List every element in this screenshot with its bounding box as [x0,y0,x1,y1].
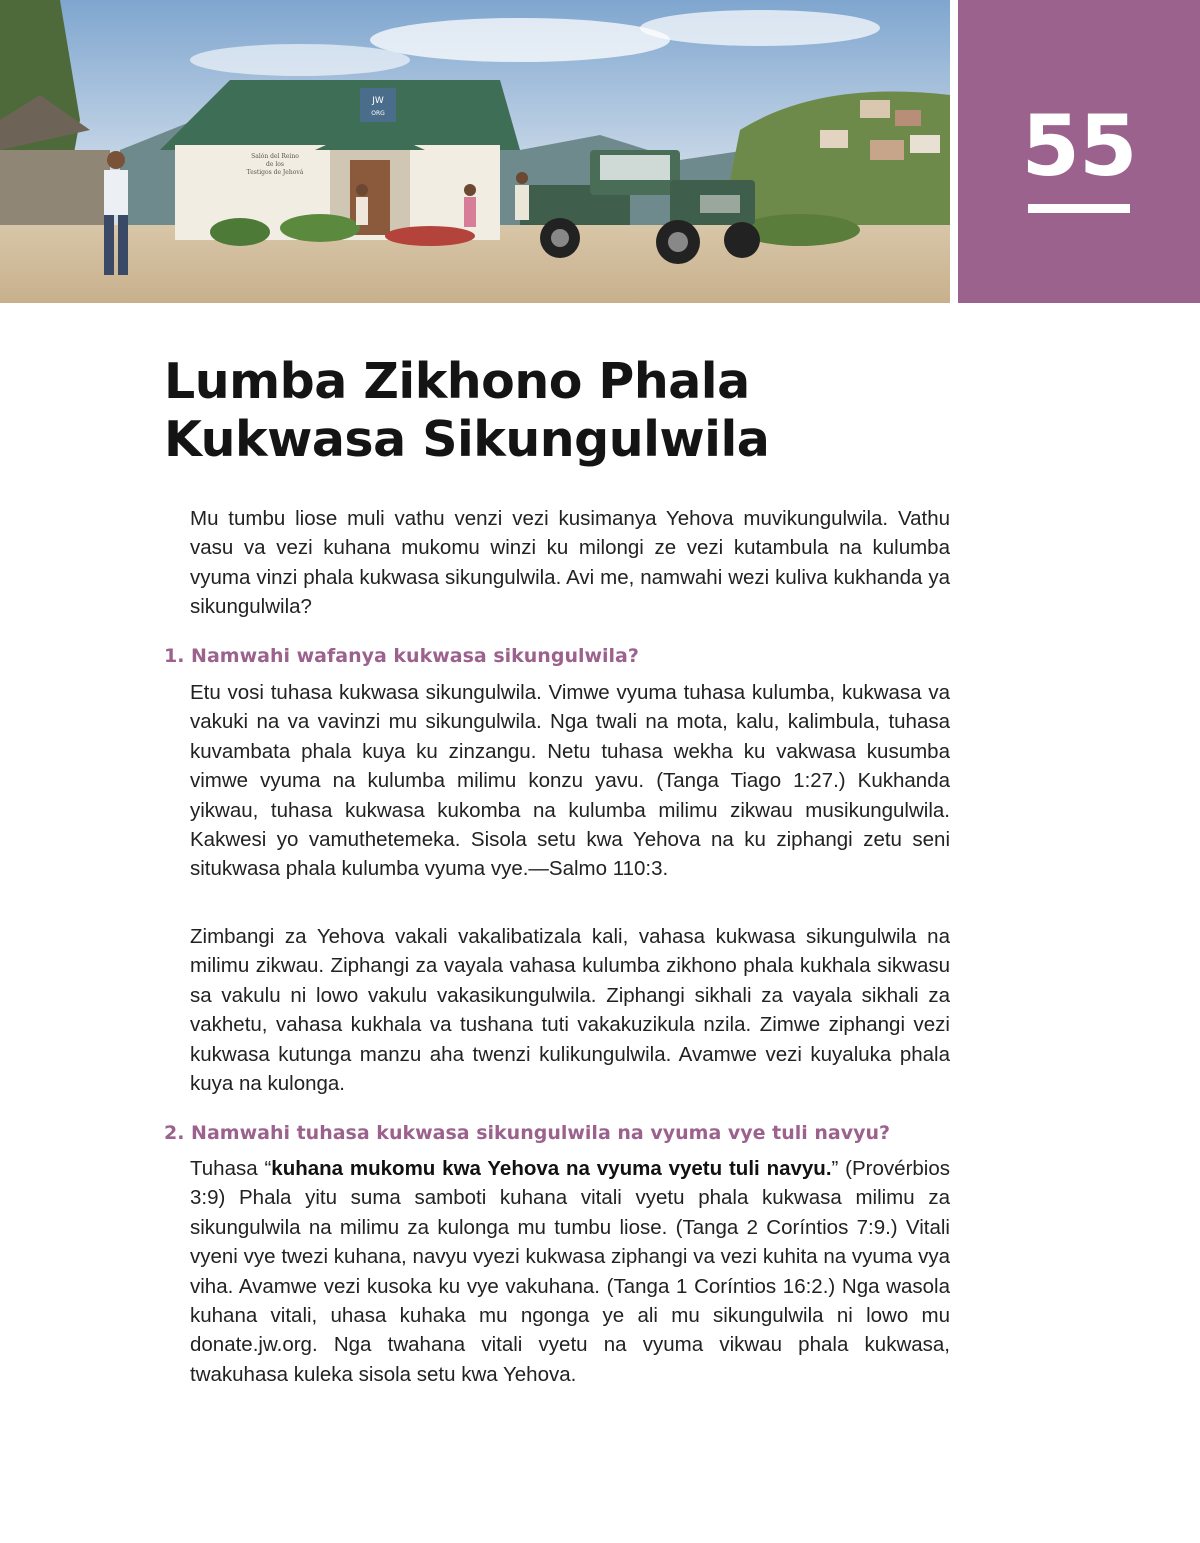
svg-text:ORG: ORG [371,110,385,117]
lesson-number-badge [958,0,1200,303]
section-2-text-rest: ” (Provérbios 3:9) Phala yitu suma samboti kuhana vitali vyetu phala kukwasa milimu za sikungulwila na milimu za kulonga mu tumbu liose. (Tanga 2 Coríntios 7:9.) Vitali vyeni vye twezi kuhana, navyu vyezi kukwasa ziphangi va vezi kuhita na vyuma vya viha. Avamwe vezi kusoka ku vye vakuhana. (Tanga 1 Coríntios 16:2.) Nga wasola kuhana vitali, uhasa kuhaka mu ngonga ye ali mu sikungulwila ni lowo mu donate.jw.org. Nga twahana vitali vyetu na vyuma vikwau phala kukwasa, twakuhasa kuleka sisola setu kwa Yehova. [190,1157,950,1386]
svg-text:Salón del Reino: Salón del Reino [251,153,299,160]
section-2-text-start: Tuhasa “ [190,1157,272,1180]
lesson-title-line-2: Kukwasa Sikungulwila [164,411,770,468]
intro-paragraph: Mu tumbu liose muli vathu venzi vezi kusimanya Yehova muvikungulwila. Vathu vasu va vezi kuhana mukomu winzi ku milongi ze vezi kutambula na kulumba vyuma vinzi phala kukwasa sikungulwila. Avi me, namwahi wezi kuliva kukhanda ya sikungulwila? [190,507,950,619]
svg-text:JW: JW [372,96,384,106]
section-2-paragraph-1 [190,1154,950,1389]
lesson-number: 55 [1021,97,1137,195]
section-1-paragraph-2: Zimbangi za Yehova vakali vakalibatizala kali, vahasa kukwasa sikungulwila na milimu zikwau. Ziphangi za vayala vahasa kulumba zikhono phala kukhala sikwasu sa vakulu ni lowo vakulu vakasikungulwila. Ziphangi sikhali za vayala sikhali za vakhetu, vahasa kukhala va tushana tuti vakakuzikula nzila. Zimwe ziphangi vezi kukwasa kutunga manzu aha twenzi kulikungulwila. Avamwe vezi kuyaluka phala kuya na kulonga. [190,925,950,1096]
question-heading-2: 2. Namwahi tuhasa kukwasa sikungulwila na vyuma vye tuli navyu? [164,1122,891,1144]
svg-text:de los: de los [266,161,284,168]
lesson-title-line-1: Lumba Zikhono Phala [164,353,750,410]
section-1-paragraph-1: Etu vosi tuhasa kukwasa sikungulwila. Vimwe vyuma tuhasa kulumba, kukwasa va vakuki na va vavinzi mu sikungulwila. Nga twali na mota, kalu, kalimbula, tuhasa kuvambata phala kuya ku zinzangu. Netu tuhasa wekha ku vakwasa kusumba vimwe vyuma na kulumba milimu konzu yavu. (Tanga Tiago 1:27.) Kukhanda yikwau, tuhasa kukwasa kukomba na kulumba milimu zikwau musikungulwila. Kakwesi yo vamuthetemeka. Sisola setu kwa Yehova na ku ziphangi zetu seni situkwasa phala kulumba vyuma vye.—Salmo 110:3. [190,681,950,881]
lesson-title [164,353,944,469]
proverbs-quote: kuhana mukomu kwa Yehova na vyuma vyetu tuli navyu. [271,1157,832,1180]
hero-illustration [0,0,950,303]
svg-text:Testigos de Jehová: Testigos de Jehová [246,169,304,176]
lesson-number-underline [1028,204,1130,213]
question-heading-1: 1. Namwahi wafanya kukwasa sikungulwila? [164,645,639,667]
